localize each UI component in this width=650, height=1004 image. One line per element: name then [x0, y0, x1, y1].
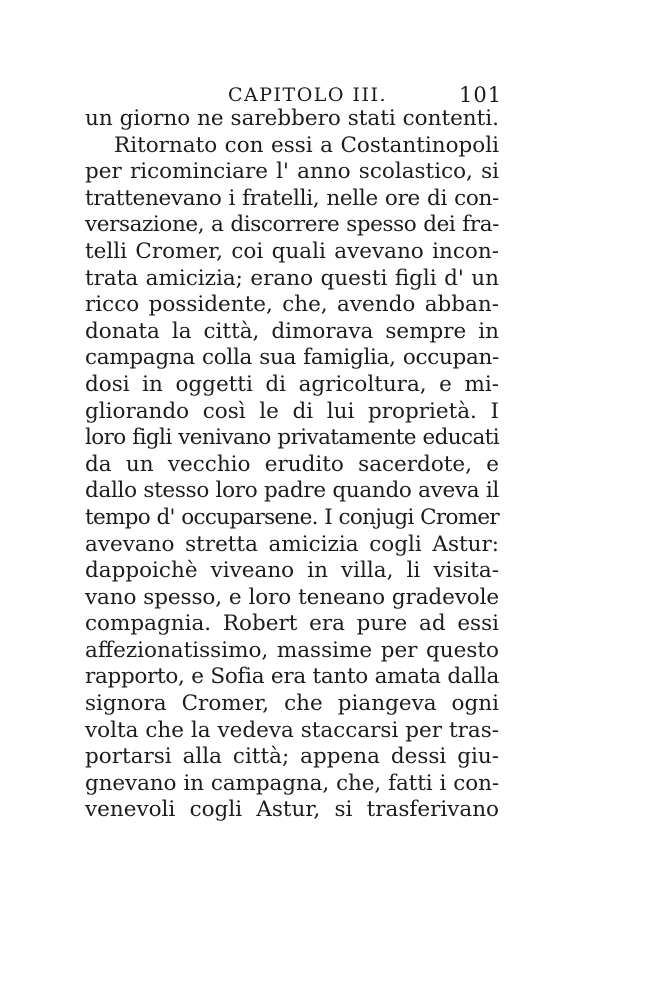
chapter-heading: CAPITOLO III.	[228, 84, 388, 106]
text-line: per ricominciare l' anno scolastico, si	[85, 159, 499, 185]
text-line: dosi in oggetti di agricoltura, e mi-	[85, 371, 499, 397]
text-line: telli Cromer, coi quali avevano incon-	[85, 238, 499, 264]
text-line: signora Cromer, che piangeva ogni	[85, 691, 499, 717]
page-number: 101	[459, 83, 503, 107]
text-line: avevano stretta amicizia cogli Astur:	[85, 531, 499, 557]
text-line: dappoichè viveano in villa, li visita-	[85, 558, 499, 584]
text-line: gliorando così le di lui proprietà. I	[85, 398, 499, 424]
text-line: campagna colla sua famiglia, occupan-	[85, 345, 499, 371]
text-line: donata la città, dimorava sempre in	[85, 318, 499, 344]
text-line: volta che la vedeva staccarsi per tras-	[85, 717, 499, 743]
text-line: rapporto, e Sofia era tanto amata dalla	[85, 664, 499, 690]
text-line: compagnia. Robert era pure ad essi	[85, 611, 499, 637]
text-line: dallo stesso loro padre quando aveva il	[85, 478, 499, 504]
text-line: un giorno ne sarebbero stati contenti.	[85, 106, 499, 131]
text-line: ricco possidente, che, avendo abban-	[85, 292, 499, 318]
text-line: vano spesso, e loro teneano gradevole	[85, 584, 499, 610]
text-line: gnevano in campagna, che, fatti i con-	[85, 770, 499, 796]
text-line: trattenevano i fratelli, nelle ore di con-	[85, 185, 499, 211]
text-line: tempo d' occuparsene. I conjugi Cromer	[85, 504, 499, 530]
text-line: trata amicizia; erano questi figli d' un	[85, 265, 499, 291]
text-line: Ritornato con essi a Costantinopoli	[114, 132, 499, 158]
text-line: da un vecchio erudito sacerdote, e	[85, 451, 499, 477]
text-line: loro figli venivano privatamente educati	[85, 425, 499, 451]
text-line: affezionatissimo, massime per questo	[85, 637, 499, 663]
text-line: portarsi alla città; appena dessi giu-	[85, 744, 499, 770]
text-line: venevoli cogli Astur, si trasferivano	[85, 797, 499, 823]
text-line: versazione, a discorrere spesso dei fra-	[85, 212, 499, 238]
body-text	[85, 106, 499, 824]
